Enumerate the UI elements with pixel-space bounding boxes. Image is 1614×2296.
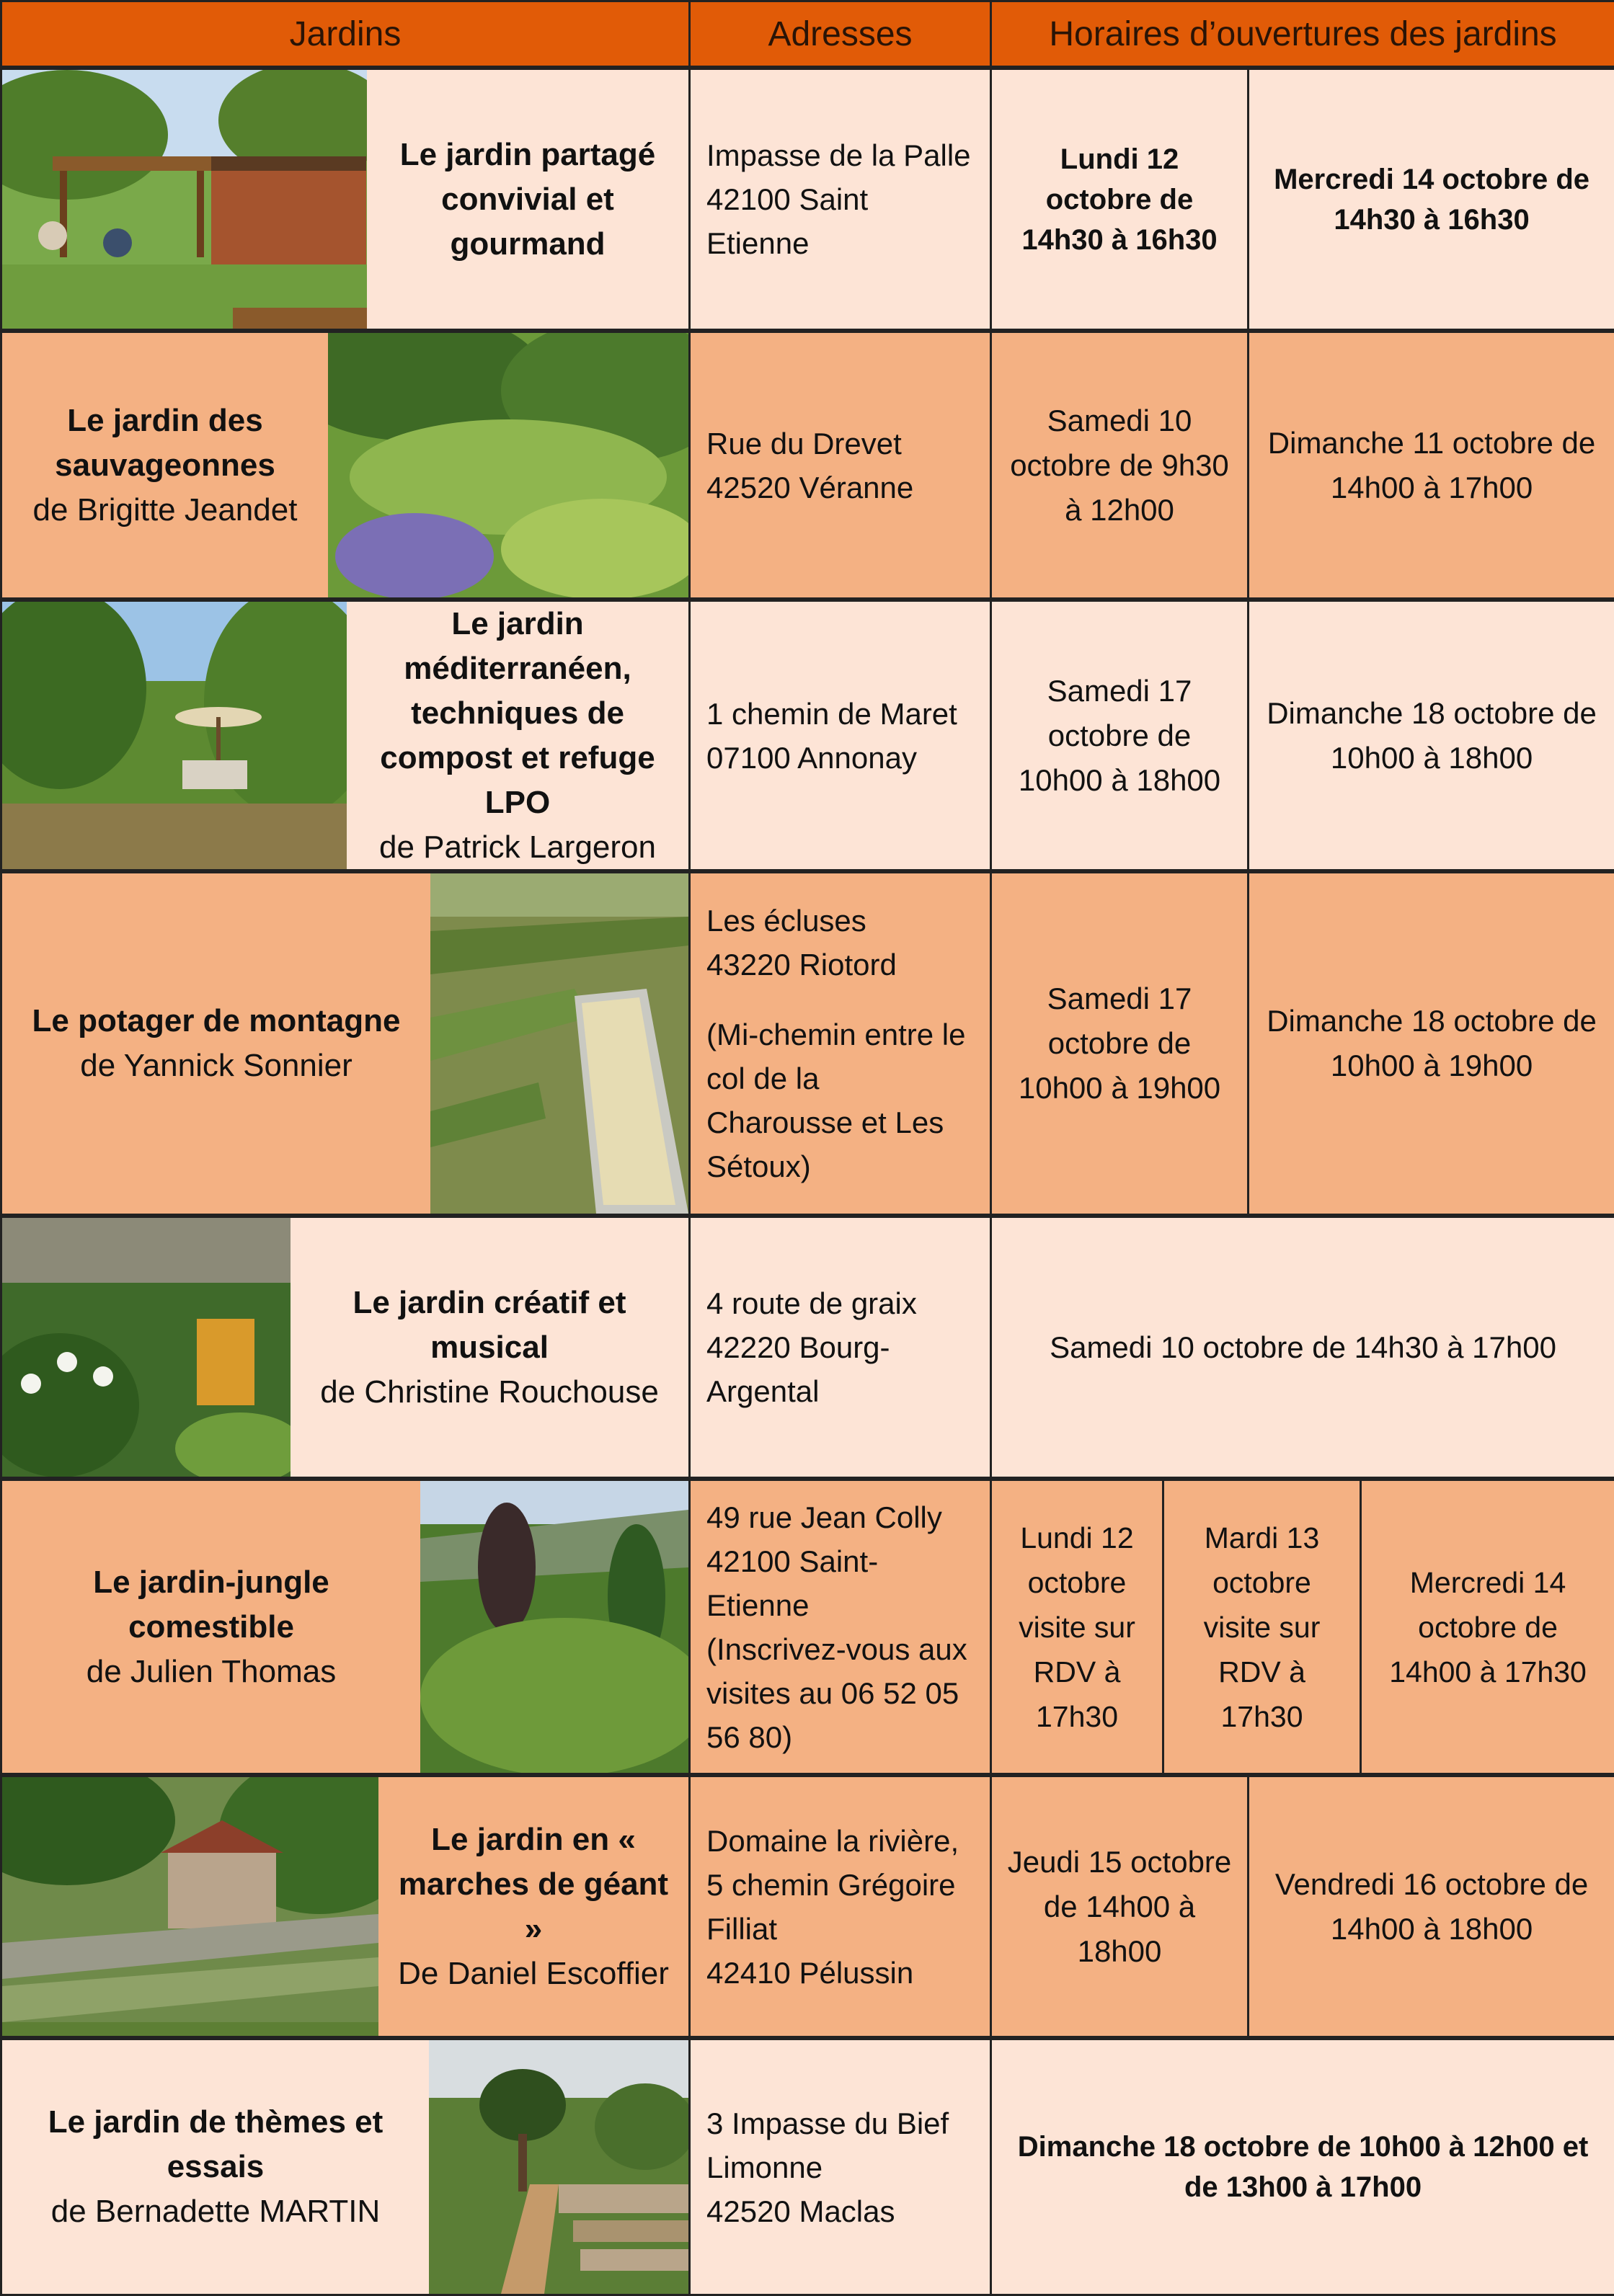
address-line: 42220 Bourg-Argental xyxy=(706,1325,974,1413)
schedule-slot: Samedi 17 octobre de 10h00 à 19h00 xyxy=(991,871,1249,1216)
garden-row-8 xyxy=(1,2038,1614,2295)
schedule-slot: Dimanche 18 octobre de 10h00 à 12h00 et de 13h00 à 17h00 xyxy=(991,2038,1614,2295)
address-line: 42100 Saint-Etienne xyxy=(706,1539,974,1627)
garden-name xyxy=(2,873,430,1214)
header-adresses: Adresses xyxy=(690,1,991,68)
address-line: 49 rue Jean Colly xyxy=(706,1495,974,1539)
garden-row-1 xyxy=(1,68,1614,331)
garden-photo-4 xyxy=(430,873,688,1214)
garden-row-5 xyxy=(1,1216,1614,1479)
schedule-slot: Dimanche 18 octobre de 10h00 à 19h00 xyxy=(1249,871,1614,1216)
garden-owner: de Bernadette MARTIN xyxy=(15,2189,416,2234)
garden-title: Le jardin méditerranéen, techniques de compost et refuge LPO xyxy=(360,602,675,825)
schedule-slot: Samedi 17 octobre de 10h00 à 18h00 xyxy=(991,600,1249,871)
garden-owner: de Patrick Largeron xyxy=(360,825,675,870)
header-row xyxy=(1,1,1614,68)
schedule-slot: Dimanche 11 octobre de 14h00 à 17h00 xyxy=(1249,331,1614,600)
garden-photo-3 xyxy=(2,602,347,869)
garden-cell xyxy=(1,1479,690,1775)
garden-address xyxy=(690,871,991,1216)
schedule-slot: Dimanche 18 octobre de 10h00 à 18h00 xyxy=(1249,600,1614,871)
garden-address xyxy=(690,1479,991,1775)
garden-owner: de Yannick Sonnier xyxy=(15,1044,417,1088)
address-line: 42520 Maclas xyxy=(706,2189,974,2233)
schedule-slot: Lundi 12 octobre visite sur RDV à 17h30 xyxy=(991,1479,1163,1775)
garden-title: Le jardin créatif et musical xyxy=(303,1281,675,1370)
schedule-slot: Vendredi 16 octobre de 14h00 à 18h00 xyxy=(1249,1775,1614,2038)
garden-photo-5 xyxy=(2,1218,291,1477)
garden-name xyxy=(378,1777,688,2036)
address-line: (Mi-chemin entre le col de la Charousse et Les Sétoux) xyxy=(706,1013,974,1188)
garden-address xyxy=(690,2038,991,2295)
garden-address xyxy=(690,1216,991,1479)
garden-row-2 xyxy=(1,331,1614,600)
garden-name xyxy=(2,333,328,597)
garden-photo-6 xyxy=(420,1481,688,1773)
garden-row-4 xyxy=(1,871,1614,1216)
address-line: Limonne xyxy=(706,2145,974,2189)
garden-cell xyxy=(1,1216,690,1479)
garden-row-6 xyxy=(1,1479,1614,1775)
garden-title: Le jardin des sauvageonnes xyxy=(15,399,315,488)
garden-title: Le jardin de thèmes et essais xyxy=(15,2100,416,2189)
schedule-slot: Samedi 10 octobre de 14h30 à 17h00 xyxy=(991,1216,1614,1479)
garden-title: Le jardin-jungle comestible xyxy=(15,1560,407,1650)
garden-title: Le jardin en « marches de géant » xyxy=(391,1817,675,1952)
garden-photo-8 xyxy=(429,2040,688,2294)
schedule-slot: Mercredi 14 octobre de 14h00 à 17h30 xyxy=(1361,1479,1614,1775)
garden-row-7 xyxy=(1,1775,1614,2038)
garden-owner: de Christine Rouchouse xyxy=(303,1370,675,1415)
garden-photo-7 xyxy=(2,1777,378,2036)
address-line: 42100 Saint Etienne xyxy=(706,177,974,265)
garden-owner: de Brigitte Jeandet xyxy=(15,488,315,533)
address-line: 5 chemin Grégoire Filliat xyxy=(706,1863,974,1951)
address-line: Domaine la rivière, xyxy=(706,1819,974,1863)
address-line: Rue du Drevet xyxy=(706,422,974,466)
garden-cell xyxy=(1,1775,690,2038)
garden-name xyxy=(2,2040,429,2294)
address-line: 1 chemin de Maret xyxy=(706,692,974,736)
address-line: Impasse de la Palle xyxy=(706,133,974,177)
header-jardins: Jardins xyxy=(1,1,690,68)
garden-photo-2 xyxy=(328,333,688,597)
address-line: 07100 Annonay xyxy=(706,736,974,780)
garden-address xyxy=(690,68,991,331)
address-line: 43220 Riotord xyxy=(706,943,974,987)
address-line: Les écluses xyxy=(706,899,974,943)
garden-name xyxy=(347,602,688,869)
garden-owner: De Daniel Escoffier xyxy=(391,1952,675,1996)
garden-title: Le jardin partagé convivial et gourmand xyxy=(380,133,675,267)
garden-owner: de Julien Thomas xyxy=(15,1650,407,1694)
garden-cell xyxy=(1,871,690,1216)
garden-cell xyxy=(1,2038,690,2295)
garden-name xyxy=(367,70,688,329)
header-horaires: Horaires d’ouvertures des jardins xyxy=(991,1,1614,68)
garden-address xyxy=(690,1775,991,2038)
address-line: 42520 Véranne xyxy=(706,466,974,510)
schedule-slot: Samedi 10 octobre de 9h30 à 12h00 xyxy=(991,331,1249,600)
garden-name xyxy=(2,1481,420,1773)
address-line: 42410 Pélussin xyxy=(706,1951,974,1995)
schedule-slot: Mercredi 14 octobre de 14h30 à 16h30 xyxy=(1249,68,1614,331)
garden-photo-1 xyxy=(2,70,367,329)
garden-row-3 xyxy=(1,600,1614,871)
garden-name xyxy=(291,1218,688,1477)
schedule-slot: Mardi 13 octobre visite sur RDV à 17h30 xyxy=(1163,1479,1361,1775)
address-line: 4 route de graix xyxy=(706,1281,974,1325)
garden-cell xyxy=(1,600,690,871)
schedule-slot: Jeudi 15 octobre de 14h00 à 18h00 xyxy=(991,1775,1249,2038)
garden-address xyxy=(690,331,991,600)
garden-title: Le potager de montagne xyxy=(15,999,417,1044)
address-line: 3 Impasse du Bief xyxy=(706,2101,974,2145)
schedule-slot: Lundi 12 octobre de 14h30 à 16h30 xyxy=(991,68,1249,331)
garden-cell xyxy=(1,68,690,331)
garden-address xyxy=(690,600,991,871)
garden-cell xyxy=(1,331,690,600)
address-line: (Inscrivez-vous aux visites au 06 52 05 56 80) xyxy=(706,1627,974,1759)
